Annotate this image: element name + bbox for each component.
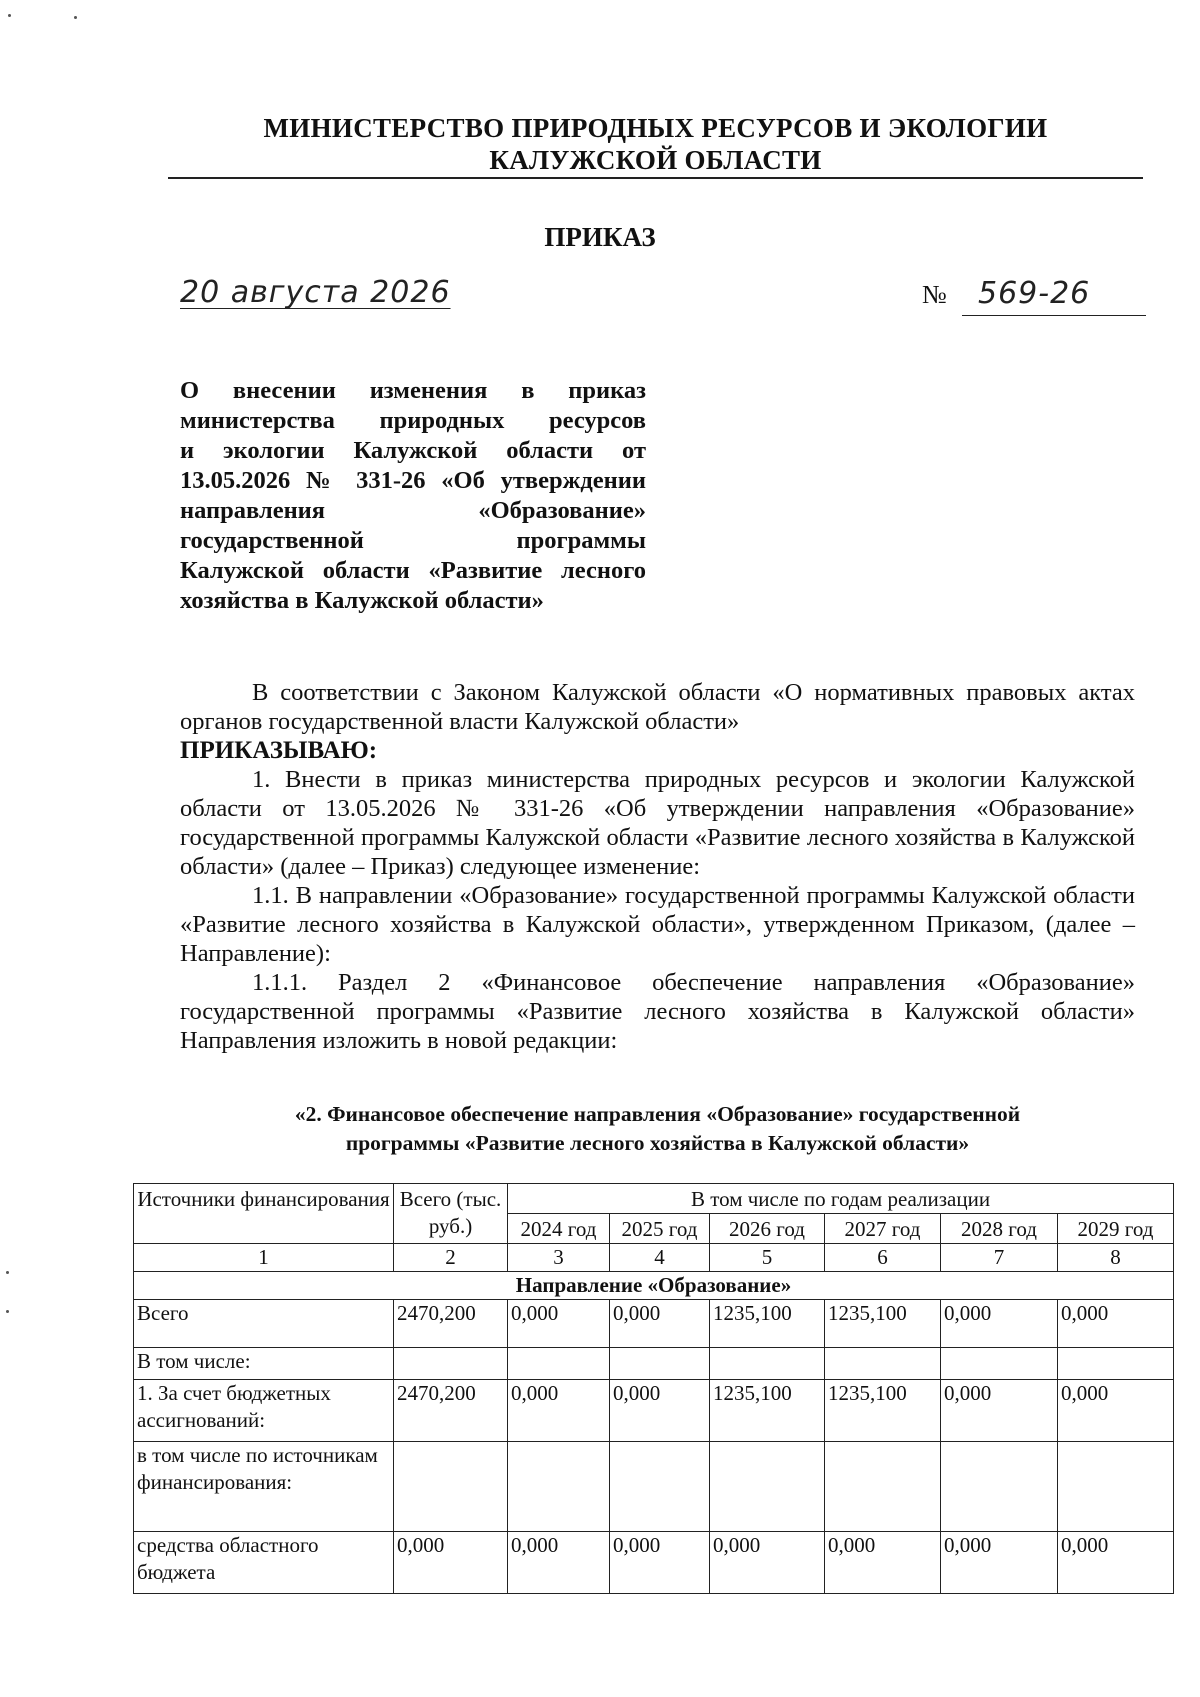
cell-value <box>394 1348 508 1380</box>
cell-value: 1235,100 <box>710 1380 825 1442</box>
cell-value: 2470,200 <box>394 1380 508 1442</box>
header-year: 2026 год <box>710 1214 825 1244</box>
number-label: № <box>922 280 947 309</box>
scan-mark <box>6 1271 9 1274</box>
cell-value: 0,000 <box>941 1532 1058 1594</box>
paragraph-1-1: 1.1. В направлении «Образование» государственной программы Калужской области «Развитие лесного хозяйства в Калужской области», утвержденном Приказом, (далее – Направление): <box>180 882 1135 967</box>
cell-value: 0,000 <box>941 1300 1058 1348</box>
cell-value <box>1058 1442 1174 1532</box>
scan-mark <box>8 14 11 17</box>
subject-line: государственной программы <box>180 527 646 554</box>
row-label: средства областного бюджета <box>134 1532 394 1594</box>
order-subject <box>180 376 646 616</box>
cell-value: 0,000 <box>1058 1532 1174 1594</box>
cell-value: 0,000 <box>825 1532 941 1594</box>
paragraph-1: 1. Внести в приказ министерства природных ресурсов и экологии Калужской области от 13.05.2026 № 331-26 «Об утверждении направления «Образование» государственной программы Калужской области «Развитие лесного хозяйства в Калужской области» (далее – Приказ) следующее изменение: <box>180 766 1135 880</box>
subject-line: 13.05.2026 № 331-26 «Об утверждении <box>180 467 646 494</box>
cell-value <box>1058 1348 1174 1380</box>
cell-value: 0,000 <box>941 1380 1058 1442</box>
table-row <box>134 1300 1174 1348</box>
column-number: 5 <box>710 1244 825 1272</box>
row-label: в том числе по источникам финансирования: <box>134 1442 394 1532</box>
column-number: 3 <box>508 1244 610 1272</box>
handwritten-number: 569-26 <box>962 276 1146 316</box>
table-row <box>134 1532 1174 1594</box>
handwritten-date: 20 августа 2026 <box>180 275 451 310</box>
cell-value: 2470,200 <box>394 1300 508 1348</box>
ministry-header <box>168 112 1143 176</box>
cell-value: 0,000 <box>710 1532 825 1594</box>
header-year: 2028 год <box>941 1214 1058 1244</box>
cell-value: 0,000 <box>1058 1300 1174 1348</box>
subject-line: Калужской области «Развитие лесного <box>180 557 646 584</box>
cell-value: 1235,100 <box>825 1380 941 1442</box>
intro-paragraph: В соответствии с Законом Калужской области «О нормативных правовых актах органов государственной власти Калужской области» <box>180 679 1135 735</box>
cell-value <box>610 1442 710 1532</box>
cell-value <box>610 1348 710 1380</box>
cell-value <box>710 1442 825 1532</box>
order-word: ПРИКАЗЫВАЮ: <box>180 737 378 764</box>
cell-value: 0,000 <box>508 1532 610 1594</box>
column-number: 6 <box>825 1244 941 1272</box>
row-label: Всего <box>134 1300 394 1348</box>
region-name: КАЛУЖСКОЙ ОБЛАСТИ <box>489 145 822 175</box>
subject-line: и экологии Калужской области от <box>180 437 646 464</box>
cell-value <box>508 1348 610 1380</box>
subject-line: министерства природных ресурсов <box>180 407 646 434</box>
header-year: 2025 год <box>610 1214 710 1244</box>
cell-value <box>941 1348 1058 1380</box>
column-number: 8 <box>1058 1244 1174 1272</box>
order-body <box>180 678 1135 1055</box>
section-title-line: программы «Развитие лесного хозяйства в Калужской области» <box>345 1131 970 1155</box>
header-source: Источники финансирования <box>134 1184 394 1244</box>
cell-value: 1235,100 <box>825 1300 941 1348</box>
cell-value: 0,000 <box>394 1532 508 1594</box>
section-title <box>180 1100 1135 1158</box>
cell-value <box>710 1348 825 1380</box>
cell-value <box>825 1348 941 1380</box>
table-row <box>134 1348 1174 1380</box>
document-type: ПРИКАЗ <box>544 222 656 252</box>
header-year: 2024 год <box>508 1214 610 1244</box>
cell-value <box>508 1442 610 1532</box>
column-number: 2 <box>394 1244 508 1272</box>
financing-table <box>133 1183 1174 1594</box>
cell-value: 1235,100 <box>710 1300 825 1348</box>
cell-value: 0,000 <box>1058 1380 1174 1442</box>
column-number: 4 <box>610 1244 710 1272</box>
header-year: 2029 год <box>1058 1214 1174 1244</box>
cell-value: 0,000 <box>610 1300 710 1348</box>
cell-value: 0,000 <box>508 1380 610 1442</box>
header-total: Всего (тыс. руб.) <box>394 1184 508 1244</box>
scan-mark <box>74 16 77 19</box>
ministry-name: МИНИСТЕРСТВО ПРИРОДНЫХ РЕСУРСОВ И ЭКОЛОГИИ <box>263 113 1048 143</box>
subject-line: хозяйства в Калужской области» <box>180 587 544 614</box>
section-title-line: «2. Финансовое обеспечение направления «Образование» государственной <box>294 1102 1021 1126</box>
cell-value <box>941 1442 1058 1532</box>
paragraph-1-1-1: 1.1.1. Раздел 2 «Финансовое обеспечение направления «Образование» государственной программы «Развитие лесного хозяйства в Калужской области» Направления изложить в новой редакции: <box>180 969 1135 1054</box>
cell-value <box>394 1442 508 1532</box>
row-label: 1. За счет бюджетных ассигнований: <box>134 1380 394 1442</box>
scan-mark <box>6 1310 9 1313</box>
row-label: В том числе: <box>134 1348 394 1380</box>
table-row <box>134 1442 1174 1532</box>
subject-line: О внесении изменения в приказ <box>180 377 646 404</box>
cell-value: 0,000 <box>610 1380 710 1442</box>
column-number: 1 <box>134 1244 394 1272</box>
cell-value <box>825 1442 941 1532</box>
table-header-row <box>134 1184 1174 1214</box>
column-number: 7 <box>941 1244 1058 1272</box>
section-row <box>134 1272 1174 1300</box>
header-year: 2027 год <box>825 1214 941 1244</box>
header-years-group: В том числе по годам реализации <box>508 1184 1174 1214</box>
subject-line: направления «Образование» <box>180 497 646 524</box>
header-rule <box>168 177 1143 179</box>
column-number-row <box>134 1244 1174 1272</box>
section-row-label: Направление «Образование» <box>134 1272 1174 1300</box>
table-row <box>134 1380 1174 1442</box>
cell-value: 0,000 <box>508 1300 610 1348</box>
cell-value: 0,000 <box>610 1532 710 1594</box>
